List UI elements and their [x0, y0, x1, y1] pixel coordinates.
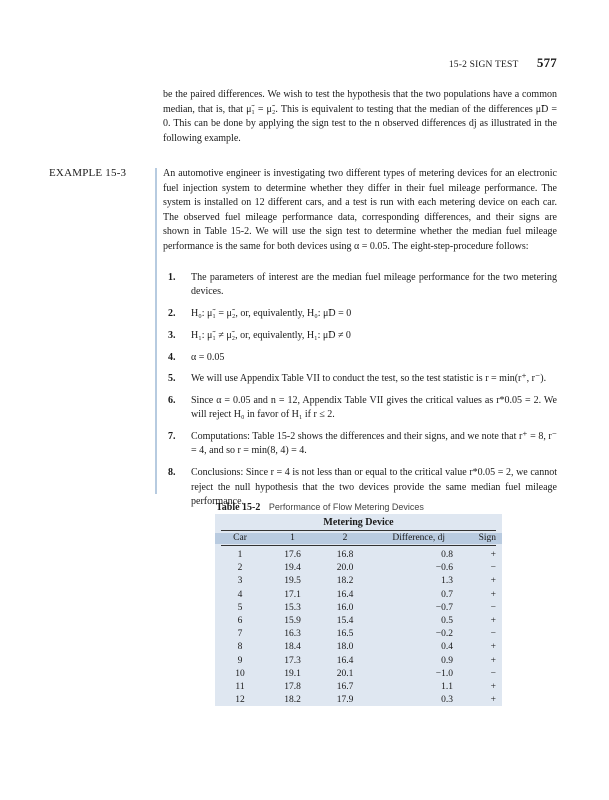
table-cell: +	[490, 616, 496, 626]
table-cell: 1.3	[441, 576, 453, 587]
table-cell: −	[490, 668, 496, 679]
table-cell: +	[490, 550, 496, 560]
table-cell: 0.3	[441, 695, 453, 706]
table-cell: 18.2	[336, 576, 354, 587]
data-table	[215, 514, 502, 706]
col-header: Sign	[478, 533, 496, 543]
table-row	[215, 563, 502, 574]
table-cell: 10	[235, 668, 245, 679]
table-row	[215, 603, 502, 614]
table-cell: 17.8	[284, 682, 301, 692]
table-row	[215, 629, 502, 640]
example-body: An automotive engineer is investigating two different types of metering devices for an electronic fuel injection system to determine whether they differ in their fuel mileage performance. The system is installed on 12 different cars, and a test is run with each metering device on each car. The observed fuel mileage performance data, corresponding differences, and their signs are shown in Table 15-2. We will use the sign test to determine whether the median fuel mileage performance is the same for both devices using α = 0.05. The eight-step-procedure follows:	[163, 168, 557, 252]
table-cell: 16.7	[336, 682, 354, 692]
table-cell: +	[490, 655, 496, 666]
table-row	[215, 695, 502, 706]
table-cell: 16.8	[336, 550, 354, 560]
table-cell: 16.0	[336, 602, 354, 613]
step: 7. Computations: Table 15-2 shows the differences and their signs, and we note that r⁺ = 8, r⁻ = 4, and so r = min(8, 4) = 4.	[168, 431, 557, 457]
table-cell: 15.3	[284, 602, 301, 613]
table-row	[215, 642, 502, 653]
header-rule	[221, 530, 496, 531]
section-title: 15-2 SIGN TEST	[448, 60, 519, 70]
table-cell: 0.8	[441, 550, 453, 560]
table-row	[215, 590, 502, 601]
col-header: 1	[290, 533, 295, 543]
page-number: 577	[536, 55, 557, 70]
table-cell: 17.3	[284, 655, 301, 666]
table-cell: 19.1	[284, 668, 301, 679]
col-header: 2	[342, 533, 348, 543]
table-cell: 15.9	[284, 616, 301, 626]
table-label: Table 15-2	[216, 502, 261, 513]
table-row	[215, 669, 502, 680]
group-header: Metering Device	[323, 517, 394, 528]
table-cell: 19.4	[284, 563, 301, 574]
table-cell: +	[490, 589, 496, 600]
table-row	[215, 656, 502, 667]
table-cell: 0.4	[441, 642, 453, 653]
table-cell: 19.5	[284, 576, 301, 587]
step: 4. α = 0.05	[168, 351, 225, 363]
table-cell: −	[490, 602, 496, 613]
col-header: Difference, dj	[392, 533, 445, 543]
step: 3. H₁: μ̃₁ ≠ μ̃₂, or, equivalently, H₁: μ̃D ≠ 0	[168, 329, 351, 341]
intro-paragraph: be the paired differences. We wish to test the hypothesis that the two populations have a common median, that is, that μ̃₁ = μ̃₂. This is equivalent to testing that the median of the differences μ̃D = 0. This can be done by applying the sign test to the n observed differences dj as illustrated in the following example.	[163, 89, 557, 144]
table-cell: 9	[237, 655, 243, 666]
table-cell: 1.1	[441, 682, 453, 692]
table-row	[215, 576, 502, 587]
step: 6. Since α = 0.05 and n = 12, Appendix Table VII gives the critical values as r*0.05 = 2. We will reject H₀ in favor of H₁ if r ≤ 2.	[168, 394, 557, 421]
table-cell: 17.6	[284, 550, 301, 560]
step: 2. H₀: μ̃₁ = μ̃₂, or, equivalently, H₀: μ̃D = 0	[168, 308, 352, 320]
table-cell: 6	[237, 616, 243, 626]
table-row	[215, 550, 502, 561]
step: 5. We will use Appendix Table VII to conduct the test, so the test statistic is r = min(r⁺, r⁻).	[168, 373, 547, 385]
table-cell: +	[490, 642, 496, 653]
step: 8. Conclusions: Since r = 4 is not less than or equal to the critical value r*0.05 = 2, we cannot reject the null hypothesis that the two devices provide the same median fuel mileage performance.	[168, 467, 557, 507]
procedure-steps	[163, 271, 557, 517]
table-cell: −	[490, 563, 496, 574]
table-row	[215, 616, 502, 627]
table-cell: −0.7	[435, 602, 453, 613]
table-cell: −0.6	[435, 563, 453, 574]
table-cell: 12	[235, 695, 245, 706]
header-rule	[221, 545, 496, 546]
table-cell: 0.9	[441, 655, 453, 666]
table-cell: +	[490, 695, 496, 706]
table-cell: 3	[237, 576, 243, 587]
table-cell: 2	[237, 563, 243, 574]
step: 1. The parameters of interest are the median fuel mileage performance for the two metering devices.	[168, 272, 557, 298]
table-cell: 20.1	[336, 668, 354, 679]
table-cell: 16.3	[284, 629, 301, 640]
table-cell: 1	[237, 550, 243, 560]
table-cell: 18.2	[284, 695, 301, 706]
table-cell: 15.4	[336, 616, 354, 626]
example-rule	[155, 168, 157, 494]
table-cell: +	[490, 682, 496, 692]
table-cell: 0.7	[441, 589, 453, 600]
table-cell: −	[490, 629, 496, 640]
table-cell: 16.4	[336, 589, 354, 600]
example-label: EXAMPLE 15-3	[49, 167, 127, 179]
table-cell: 7	[237, 629, 243, 640]
table-cell: 17.9	[336, 695, 354, 706]
table-cell: 5	[237, 602, 243, 613]
table-cell: 0.5	[441, 616, 453, 626]
table-row	[215, 682, 502, 693]
table-cell: +	[490, 576, 496, 587]
table-title: Performance of Flow Metering Devices	[268, 502, 424, 512]
table-cell: 18.4	[284, 642, 301, 653]
table-cell: −1.0	[435, 668, 453, 679]
table-cell: 18.0	[336, 642, 354, 653]
table-cell: 17.1	[284, 589, 301, 600]
running-header	[449, 55, 557, 71]
table-cell: 20.0	[336, 563, 354, 574]
table-caption	[216, 502, 424, 513]
table-cell: 16.4	[336, 655, 354, 666]
col-header: Car	[233, 533, 247, 543]
table-cell: 4	[237, 589, 243, 600]
column-header-row	[215, 533, 502, 544]
table-cell: 11	[235, 682, 245, 692]
table-cell: 8	[237, 642, 243, 653]
table-cell: −0.2	[435, 629, 453, 640]
table-cell: 16.5	[336, 629, 354, 640]
